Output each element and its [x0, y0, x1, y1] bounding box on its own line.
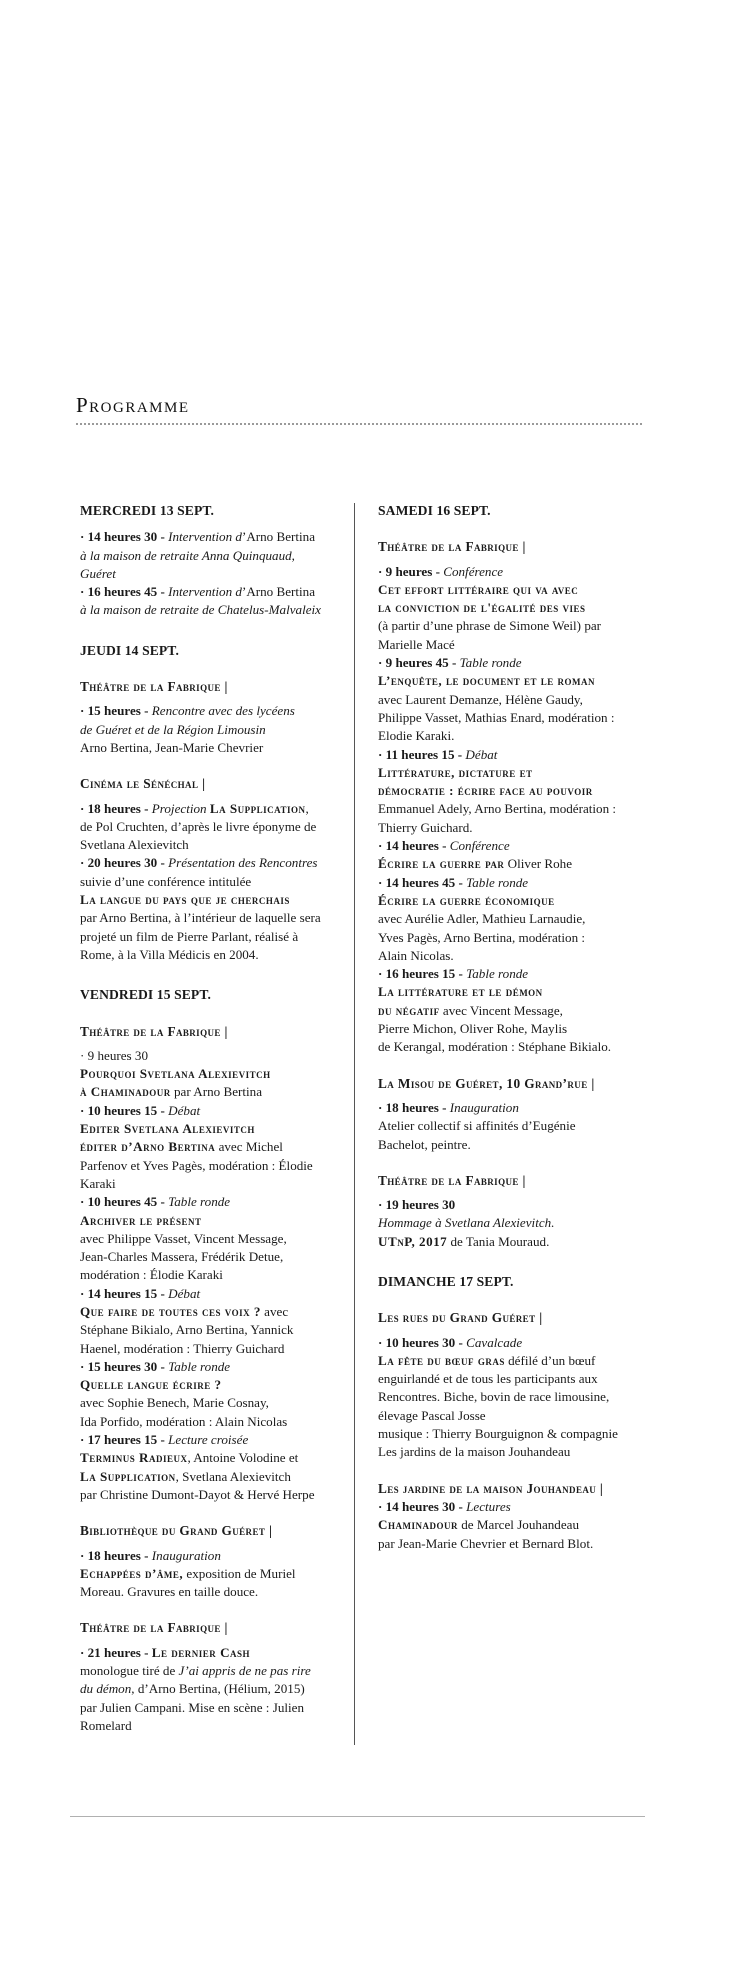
- programme-column-left: [80, 502, 346, 1757]
- programme-line: [80, 1486, 346, 1504]
- programme-line: [80, 1358, 346, 1376]
- venue-section: [378, 1172, 656, 1251]
- event-text: (à partir d’une phrase de Simone Weil) par: [378, 618, 602, 634]
- event-time: · 18 heures -: [378, 1099, 450, 1115]
- event-text: de Kerangal, modération : Stéphane Bikialo.: [378, 1039, 612, 1055]
- event-time: · 10 heures 30 -: [378, 1334, 467, 1350]
- event-title: La littérature et le démon: [378, 984, 543, 1000]
- event-text: ’Arno Bertina: [241, 584, 316, 600]
- programme-line: [80, 1120, 346, 1138]
- event-time: · 9 heures 45 -: [378, 655, 460, 671]
- event-text: par Christine Dumont-Dayot & Hervé Herpe: [80, 1486, 315, 1502]
- event-type: Débat: [168, 1285, 201, 1301]
- event-text: Thierry Guichard.: [378, 819, 473, 835]
- programme-line: [378, 581, 656, 599]
- event-type: Table ronde: [466, 874, 529, 890]
- day-heading: SAMEDI 16 SEPT.: [378, 503, 491, 518]
- event-text: Svetlana Alexievitch: [80, 837, 189, 853]
- event-title: L’enquête, le document et le roman: [378, 673, 596, 689]
- event-text: · 9 heures 30: [80, 1047, 148, 1063]
- programme-line: [378, 691, 656, 709]
- venue-heading: Théâtre de la Fabrique |: [80, 1620, 228, 1636]
- day-block: [80, 642, 346, 964]
- venue-section: [80, 1619, 346, 1735]
- event-text: défilé d’un bœuf: [504, 1352, 596, 1368]
- event-title: Terminus Radieux: [80, 1450, 188, 1466]
- programme-line: [378, 855, 656, 873]
- event-type: du démon: [80, 1681, 132, 1697]
- programme-line: [80, 800, 346, 818]
- venue-heading: Théâtre de la Fabrique |: [80, 1023, 228, 1039]
- event-time: · 15 heures 30 -: [80, 1358, 169, 1374]
- event-type: de Guéret et de la Région Limousin: [80, 721, 266, 737]
- programme-line: [378, 1334, 656, 1352]
- event-text: avec Aurélie Adler, Mathieu Larnaudie,: [378, 911, 586, 927]
- programme-line: [80, 836, 346, 854]
- event-title: à Chaminadour: [80, 1084, 171, 1100]
- event-text: par Julien Campani. Mise en scène : Julien: [80, 1699, 304, 1715]
- event-text: musique : Thierry Bourguignon & compagnie: [378, 1426, 618, 1442]
- event-text: avec: [260, 1303, 289, 1319]
- event-time: · 21 heures -: [80, 1644, 152, 1660]
- programme-line: [378, 1002, 656, 1020]
- programme-line: [80, 1230, 346, 1248]
- event-text: de Tania Mouraud.: [447, 1233, 550, 1249]
- event-text: Atelier collectif si affinités d’Eugénie: [378, 1118, 576, 1134]
- event-type: Présentation des Rencontres: [168, 855, 318, 871]
- event-type: Débat: [168, 1102, 201, 1118]
- event-text: Haenel, modération : Thierry Guichard: [80, 1340, 285, 1356]
- programme-line: [378, 947, 656, 965]
- event-time: · 20 heures 30 -: [80, 855, 169, 871]
- event-text: Rencontres. Biche, bovin de race limousine,: [378, 1389, 610, 1405]
- event-text: Alain Nicolas.: [378, 947, 454, 963]
- programme-line: [80, 891, 346, 909]
- event-time: · 14 heures 45 -: [378, 874, 467, 890]
- event-type: Conférence: [449, 838, 510, 854]
- event-text: Yves Pagès, Arno Bertina, modération :: [378, 929, 586, 945]
- venue-section: [80, 678, 346, 757]
- event-text: avec Laurent Demanze, Hélène Gaudy,: [378, 691, 583, 707]
- event-time: · 14 heures 30 -: [80, 529, 169, 545]
- programme-line: [80, 909, 346, 927]
- venue-heading: Les jardine de la maison Jouhandeau |: [378, 1480, 604, 1496]
- event-text: , Svetlana Alexievitch: [175, 1468, 291, 1484]
- programme-line: [80, 1303, 346, 1321]
- venue-heading: Théâtre de la Fabrique |: [378, 1172, 526, 1188]
- event-text: Bachelot, peintre.: [378, 1136, 471, 1152]
- event-title: UTnP, 2017: [378, 1233, 448, 1249]
- event-time: · 10 heures 45 -: [80, 1194, 169, 1210]
- programme-line: [378, 1443, 656, 1461]
- event-title: Quelle langue écrire ?: [80, 1377, 222, 1393]
- programme-line: [378, 1370, 656, 1388]
- programme-line: [80, 1699, 346, 1717]
- day-heading: VENDREDI 15 SEPT.: [80, 987, 211, 1003]
- programme-line: [80, 1662, 346, 1680]
- programme-line: [80, 946, 346, 964]
- programme-line: [378, 1352, 656, 1370]
- event-type: Lectures: [466, 1498, 511, 1514]
- event-type: Débat: [465, 746, 498, 762]
- programme-line: [378, 874, 656, 892]
- programme-line: [378, 1498, 656, 1516]
- programme-line: [80, 818, 346, 836]
- event-time: · 14 heures 15 -: [80, 1285, 169, 1301]
- programme-line: [80, 1285, 346, 1303]
- programme-line: [80, 1266, 346, 1284]
- event-time: · 16 heures 45 -: [80, 584, 169, 600]
- programme-line: [80, 854, 346, 872]
- event-type: Guéret: [80, 565, 116, 581]
- programme-line: [378, 892, 656, 910]
- programme-line: [80, 1394, 346, 1412]
- venue-heading: Bibliothèque du Grand Guéret |: [80, 1523, 273, 1539]
- venue-heading: Théâtre de la Fabrique |: [80, 679, 228, 695]
- title-dotted-rule: [76, 423, 642, 425]
- programme-line: [80, 1431, 346, 1449]
- event-text: Pierre Michon, Oliver Rohe, Maylis: [378, 1021, 568, 1037]
- event-text: avec Vincent Message,: [439, 1002, 563, 1018]
- programme-line: [378, 727, 656, 745]
- programme-line: [80, 1565, 346, 1583]
- programme-line: [80, 1717, 346, 1735]
- programme-line: [80, 721, 346, 739]
- programme-line: [80, 1583, 346, 1601]
- event-text: Stéphane Bikialo, Arno Bertina, Yannick: [80, 1322, 294, 1338]
- event-type: Table ronde: [459, 655, 522, 671]
- event-text: enguirlandé et de tous les participants aux: [378, 1371, 598, 1387]
- programme-line: [80, 1138, 346, 1156]
- event-text: Philippe Vasset, Mathias Enard, modération :: [378, 709, 615, 725]
- event-type: Cavalcade: [466, 1334, 523, 1350]
- programme-column-right: [378, 502, 656, 1575]
- event-title: Le dernier Cash: [151, 1644, 251, 1660]
- event-text: Elodie Karaki.: [378, 728, 455, 744]
- event-title: éditer d’Arno Bertina: [80, 1139, 216, 1155]
- event-title: du négatif: [378, 1002, 440, 1018]
- event-text: Arno Bertina, Jean-Marie Chevrier: [80, 739, 264, 755]
- event-text: de Marcel Jouhandeau: [457, 1517, 580, 1533]
- programme-line: [80, 739, 346, 757]
- event-text: Karaki: [80, 1175, 116, 1191]
- programme-line: [80, 528, 346, 546]
- page-title: Programme: [76, 393, 190, 417]
- event-time: · 19 heures 30: [378, 1197, 456, 1213]
- programme-line: [378, 672, 656, 690]
- programme-line: [378, 965, 656, 983]
- event-title: Que faire de toutes ces voix ?: [80, 1303, 261, 1319]
- event-text: , d’Arno Bertina, (Hélium, 2015): [131, 1681, 305, 1697]
- programme-line: [378, 1117, 656, 1135]
- programme-line: [80, 1248, 346, 1266]
- event-text: Emmanuel Adely, Arno Bertina, modération :: [378, 801, 617, 817]
- programme-line: [378, 636, 656, 654]
- event-text: monologue tiré de: [80, 1663, 179, 1679]
- venue-section: [378, 1075, 656, 1154]
- event-text: Les jardins de la maison Jouhandeau: [378, 1444, 571, 1460]
- venue-section: [80, 1023, 346, 1505]
- day-block: [378, 502, 656, 1251]
- event-title: Archiver le présent: [80, 1212, 202, 1228]
- venue-section: [80, 775, 346, 964]
- event-time: · 18 heures -: [80, 1547, 152, 1563]
- programme-line: [378, 746, 656, 764]
- programme-line: [378, 1038, 656, 1056]
- programme-line: [80, 1157, 346, 1175]
- day-block: [378, 1273, 656, 1553]
- day-heading: DIMANCHE 17 SEPT.: [378, 1273, 514, 1289]
- venue-heading: Théâtre de la Fabrique |: [378, 539, 526, 555]
- venue-section: [80, 1522, 346, 1601]
- event-type: Table ronde: [168, 1194, 231, 1210]
- programme-line: [80, 1449, 346, 1467]
- programme-line: [80, 928, 346, 946]
- event-type: Lecture croisée: [168, 1432, 249, 1448]
- programme-line: [80, 1212, 346, 1230]
- event-text: modération : Élodie Karaki: [80, 1267, 223, 1283]
- event-title: Echappées d’âme,: [80, 1565, 184, 1581]
- programme-line: [80, 1468, 346, 1486]
- event-text: exposition de Muriel: [183, 1565, 296, 1581]
- programme-line: [378, 910, 656, 928]
- venue-heading: Cinéma le Sénéchal |: [80, 776, 206, 792]
- event-text: projeté un film de Pierre Parlant, réalisé à: [80, 928, 299, 944]
- event-title: démocratie : écrire face au pouvoir: [378, 783, 593, 799]
- programme-line: [378, 1407, 656, 1425]
- venue-section: [80, 528, 346, 619]
- programme-line: [378, 1535, 656, 1553]
- venue-section: [378, 1309, 656, 1461]
- event-time: · 14 heures 30 -: [378, 1498, 467, 1514]
- event-type: Hommage à Svetlana Alexievitch.: [378, 1215, 555, 1231]
- day-heading: JEUDI 14 SEPT.: [80, 642, 179, 658]
- event-text: Parfenov et Yves Pagès, modération : Élodie: [80, 1157, 313, 1173]
- programme-line: [378, 1196, 656, 1214]
- event-time: · 14 heures -: [378, 838, 450, 854]
- event-type: à la maison de retraite de Chatelus-Malvaleix: [80, 602, 321, 618]
- event-type: Rencontre avec des lycéens: [151, 703, 295, 719]
- event-title: Écrire la guerre par: [378, 856, 505, 872]
- event-time: · 17 heures 15 -: [80, 1432, 169, 1448]
- programme-line: [378, 563, 656, 581]
- event-text: avec Philippe Vasset, Vincent Message,: [80, 1230, 287, 1246]
- event-text: Ida Porfido, modération : Alain Nicolas: [80, 1413, 288, 1429]
- venue-section: [378, 538, 656, 1056]
- event-text: avec Michel: [215, 1139, 283, 1155]
- event-text: Marielle Macé: [378, 636, 455, 652]
- event-time: · 16 heures 15 -: [378, 966, 467, 982]
- event-text: de Pol Cruchten, d’après le livre éponyme de: [80, 818, 317, 834]
- programme-line: [80, 1321, 346, 1339]
- programme-line: [80, 1644, 346, 1662]
- programme-line: [378, 983, 656, 1001]
- programme-line: [80, 1083, 346, 1101]
- event-title: Editer Svetlana Alexievitch: [80, 1121, 255, 1137]
- event-type: Inauguration: [151, 1547, 221, 1563]
- event-time: · 9 heures -: [378, 563, 444, 579]
- column-divider: [354, 503, 355, 1745]
- event-text: Romelard: [80, 1717, 132, 1733]
- event-title: Chaminadour: [378, 1517, 458, 1533]
- programme-line: [378, 1233, 656, 1251]
- event-time: · 11 heures 15 -: [378, 746, 466, 762]
- programme-line: [378, 1099, 656, 1117]
- event-type: à la maison de retraite Anna Quinquaud,: [80, 547, 295, 563]
- event-type: Conférence: [443, 563, 504, 579]
- programme-line: [80, 1413, 346, 1431]
- programme-line: [378, 1425, 656, 1443]
- event-type: Table ronde: [466, 966, 529, 982]
- event-text: par Arno Bertina: [170, 1084, 263, 1100]
- programme-line: [378, 800, 656, 818]
- programme-line: [378, 654, 656, 672]
- event-time: · 18 heures -: [80, 800, 152, 816]
- event-text: élevage Pascal Josse: [378, 1407, 486, 1423]
- programme-line: [80, 565, 346, 583]
- event-type: Intervention d: [168, 584, 242, 600]
- event-text: Oliver Rohe: [504, 856, 573, 872]
- programme-line: [80, 1193, 346, 1211]
- event-type: Intervention d: [168, 529, 242, 545]
- event-title: La Supplication: [80, 1468, 176, 1484]
- programme-line: [80, 547, 346, 565]
- event-type: Projection: [151, 800, 210, 816]
- programme-line: [80, 583, 346, 601]
- day-block: [80, 502, 346, 620]
- event-text: ,: [305, 800, 309, 816]
- event-text: , Antoine Volodine et: [187, 1450, 299, 1466]
- programme-line: [378, 1388, 656, 1406]
- programme-line: [378, 1516, 656, 1534]
- event-title: Cet effort littéraire qui va avec: [378, 581, 579, 597]
- event-type: J’ai appris de ne pas rire: [178, 1663, 311, 1679]
- event-title: La langue du pays que je cherchais: [80, 892, 290, 908]
- event-title: Littérature, dictature et: [378, 764, 533, 780]
- programme-line: [378, 1136, 656, 1154]
- programme-line: [378, 599, 656, 617]
- programme-line: [80, 1376, 346, 1394]
- programme-line: [80, 873, 346, 891]
- event-text: ’Arno Bertina: [241, 529, 316, 545]
- programme-line: [80, 1047, 346, 1065]
- event-title: la conviction de l'égalité des vies: [378, 600, 586, 616]
- programme-line: [80, 601, 346, 619]
- event-time: · 10 heures 15 -: [80, 1102, 169, 1118]
- venue-section: [378, 1480, 656, 1553]
- day-block: [80, 986, 346, 1735]
- programme-line: [80, 1065, 346, 1083]
- event-time: · 15 heures -: [80, 703, 152, 719]
- event-text: Rome, à la Villa Médicis en 2004.: [80, 946, 259, 962]
- programme-line: [378, 709, 656, 727]
- programme-line: [80, 1547, 346, 1565]
- programme-line: [80, 1175, 346, 1193]
- programme-line: [80, 1680, 346, 1698]
- event-text: par Arno Bertina, à l’intérieur de laquelle sera: [80, 910, 321, 926]
- venue-heading: Les rues du Grand Guéret |: [378, 1310, 543, 1326]
- bottom-rule: [70, 1816, 645, 1817]
- venue-heading: La Misou de Guéret, 10 Grand’rue |: [378, 1075, 595, 1091]
- event-text: Moreau. Gravures en taille douce.: [80, 1584, 259, 1600]
- programme-line: [378, 929, 656, 947]
- event-text: Jean-Charles Massera, Frédérik Detue,: [80, 1249, 284, 1265]
- event-type: Inauguration: [449, 1099, 519, 1115]
- programme-line: [80, 1102, 346, 1120]
- event-type: Table ronde: [168, 1358, 231, 1374]
- event-title: La fête du bœuf gras: [378, 1352, 505, 1368]
- event-title: Pourquoi Svetlana Alexievitch: [80, 1066, 271, 1082]
- event-text: avec Sophie Benech, Marie Cosnay,: [80, 1395, 269, 1411]
- event-text: suivie d’une conférence intitulée: [80, 873, 252, 889]
- programme-line: [378, 617, 656, 635]
- programme-line: [80, 1340, 346, 1358]
- programme-line: [378, 837, 656, 855]
- event-title: La Supplication: [209, 800, 306, 816]
- event-text: par Jean-Marie Chevrier et Bernard Blot.: [378, 1535, 594, 1551]
- programme-line: [378, 782, 656, 800]
- programme-line: [80, 702, 346, 720]
- programme-line: [378, 1020, 656, 1038]
- event-title: Écrire la guerre économique: [378, 892, 555, 908]
- programme-line: [378, 764, 656, 782]
- day-heading: MERCREDI 13 SEPT.: [80, 503, 214, 518]
- programme-line: [378, 819, 656, 837]
- programme-line: [378, 1214, 656, 1232]
